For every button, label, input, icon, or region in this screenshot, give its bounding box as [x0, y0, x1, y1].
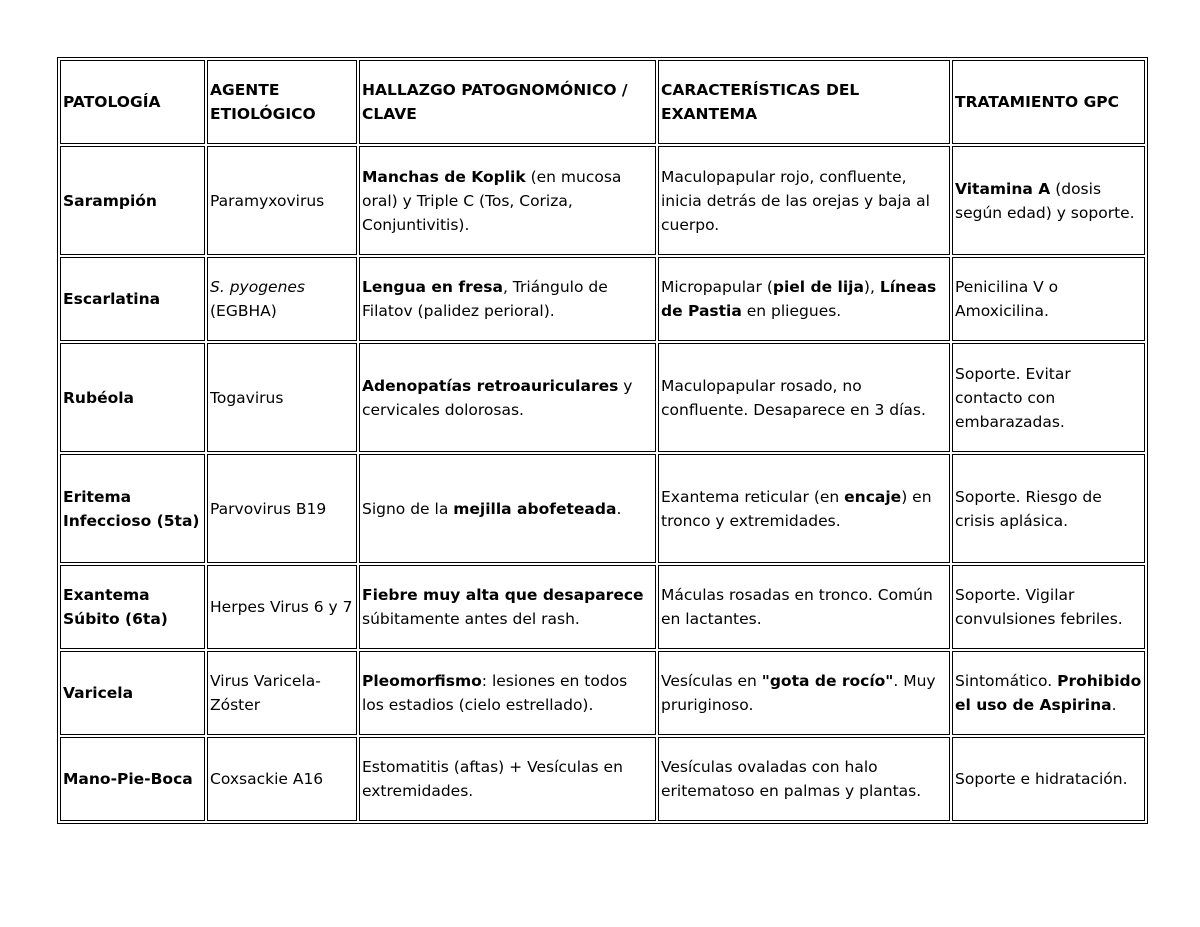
cell-bold-text: piel de lija	[772, 278, 864, 296]
cell-agente: Coxsackie A16	[207, 737, 357, 821]
table-header-row	[60, 60, 1145, 144]
cell-text: ),	[863, 278, 880, 296]
cell-agente: Parvovirus B19	[207, 454, 357, 563]
table-row	[60, 651, 1145, 735]
table-row	[60, 454, 1145, 563]
cell-text: . Muy pruriginoso.	[661, 672, 936, 714]
cell-exantema: Vesículas ovaladas con halo eritematoso en palmas y plantas.	[658, 737, 950, 821]
cell-patologia: Varicela	[60, 651, 205, 735]
cell-tratamiento	[952, 651, 1145, 735]
cell-exantema: Maculopapular rosado, no confluente. Desaparece en 3 días.	[658, 343, 950, 452]
cell-text: (en mucosa oral) y Triple C (Tos, Coriza, Conjuntivitis).	[362, 167, 622, 234]
cell-patologia: Eritema Infeccioso (5ta)	[60, 454, 205, 563]
cell-hallazgo	[359, 454, 656, 563]
cell-exantema	[658, 257, 950, 341]
cell-text: (EGBHA)	[210, 302, 277, 320]
header-tratamiento: TRATAMIENTO GPC	[952, 60, 1145, 144]
cell-hallazgo	[359, 651, 656, 735]
cell-exantema: Maculopapular rojo, confluente, inicia detrás de las orejas y baja al cuerpo.	[658, 146, 950, 255]
cell-text: Vesículas en	[661, 672, 762, 690]
cell-text: , Triángulo de Filatov (palidez perioral).	[362, 278, 608, 320]
cell-patologia: Rubéola	[60, 343, 205, 452]
cell-patologia: Mano-Pie-Boca	[60, 737, 205, 821]
cell-agente: Togavirus	[207, 343, 357, 452]
cell-text: ) en tronco y extremidades.	[661, 487, 932, 530]
cell-patologia: Sarampión	[60, 146, 205, 255]
cell-patologia: Exantema Súbito (6ta)	[60, 565, 205, 649]
cell-text: en pliegues.	[741, 302, 842, 320]
table-row	[60, 565, 1145, 649]
cell-italic-text: S. pyogenes	[210, 278, 305, 296]
cell-text: Micropapular (	[661, 278, 773, 296]
header-hallazgo: HALLAZGO PATOGNOMÓNICO / CLAVE	[359, 60, 656, 144]
table-row	[60, 737, 1145, 821]
cell-bold-text: "gota de rocío"	[761, 672, 894, 690]
cell-tratamiento: Soporte e hidratación.	[952, 737, 1145, 821]
cell-tratamiento: Soporte. Riesgo de crisis aplásica.	[952, 454, 1145, 563]
cell-text: Signo de la	[362, 499, 454, 518]
cell-exantema	[658, 651, 950, 735]
exanthem-table	[57, 57, 1148, 824]
cell-text: .	[616, 499, 622, 518]
cell-bold-text: encaje	[844, 487, 902, 506]
table-row	[60, 146, 1145, 255]
cell-tratamiento: Soporte. Evitar contacto con embarazadas.	[952, 343, 1145, 452]
table-row	[60, 257, 1145, 341]
cell-bold-text: Vitamina A	[955, 179, 1051, 198]
cell-agente	[207, 257, 357, 341]
cell-text: súbitamente antes del rash.	[362, 610, 580, 628]
cell-text: Sintomático.	[955, 672, 1058, 690]
cell-text: Exantema reticular (en	[661, 487, 845, 506]
cell-text: .	[1111, 696, 1117, 714]
cell-bold-text: Líneas de Pastia	[661, 278, 937, 320]
cell-exantema: Máculas rosadas en tronco. Común en lactantes.	[658, 565, 950, 649]
cell-patologia: Escarlatina	[60, 257, 205, 341]
cell-tratamiento: Penicilina V o Amoxicilina.	[952, 257, 1145, 341]
cell-agente: Paramyxovirus	[207, 146, 357, 255]
table-row	[60, 343, 1145, 452]
cell-agente: Virus Varicela-Zóster	[207, 651, 357, 735]
cell-text: y cervicales dolorosas.	[362, 376, 633, 419]
cell-bold-text: Lengua en fresa	[362, 278, 503, 296]
header-agente: AGENTE ETIOLÓGICO	[207, 60, 357, 144]
cell-bold-text: mejilla abofeteada	[453, 499, 617, 518]
cell-exantema	[658, 454, 950, 563]
cell-hallazgo	[359, 565, 656, 649]
cell-bold-text: Manchas de Koplik	[362, 167, 526, 186]
cell-text: (dosis según edad) y soporte.	[955, 179, 1135, 222]
cell-hallazgo	[359, 343, 656, 452]
header-exantema: CARACTERÍSTICAS DEL EXANTEMA	[658, 60, 950, 144]
cell-bold-text: Prohibido el uso de Aspirina	[955, 672, 1142, 714]
cell-hallazgo: Estomatitis (aftas) + Vesículas en extremidades.	[359, 737, 656, 821]
cell-hallazgo	[359, 146, 656, 255]
cell-bold-text: Fiebre muy alta que desaparece	[362, 586, 644, 604]
cell-tratamiento	[952, 146, 1145, 255]
cell-bold-text: Adenopatías retroauriculares	[362, 376, 619, 395]
cell-tratamiento: Soporte. Vigilar convulsiones febriles.	[952, 565, 1145, 649]
header-patologia: PATOLOGÍA	[60, 60, 205, 144]
cell-bold-text: Pleomorfismo	[362, 672, 482, 690]
cell-text: : lesiones en todos los estadios (cielo estrellado).	[362, 672, 628, 714]
cell-agente: Herpes Virus 6 y 7	[207, 565, 357, 649]
cell-hallazgo	[359, 257, 656, 341]
